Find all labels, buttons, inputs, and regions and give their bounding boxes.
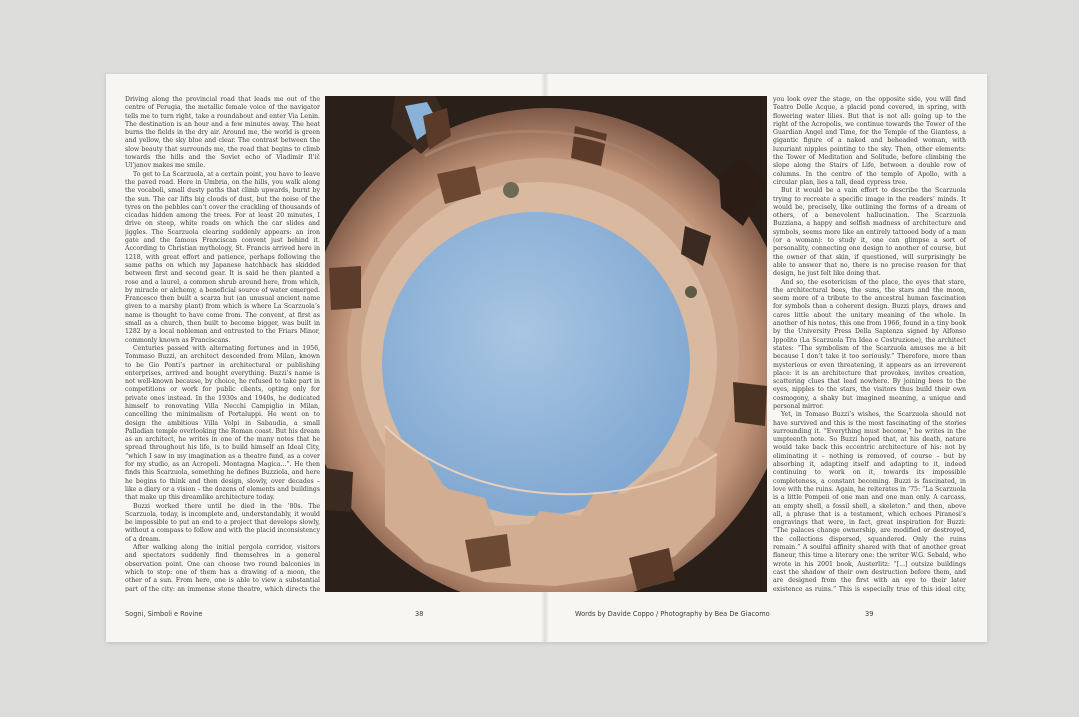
- tower-photograph: [325, 96, 767, 592]
- paragraph: Centuries passed with alternating fortunes and in 1956, Tommaso Buzzi, an architect descended from Milan, known to be Gio Ponti’s partner in architectural or publishing enterprises, arrived and bought everything. Buzzi’s name is not well-known because, by choice, he refused to take part in competitions or work for public clients, opting only for private ones instead. In the 1930s and 1940s, he dedicated himself to renovating Villa Necchi Campiglio in Milan, cancelling the minimalism of Portaluppi. He went on to design the ambitious Villa Volpi in Sabaudia, a small Palladian temple overlooking the Roman coast. But his dream as an architect, he writes in one of the many notes that he spread throughout his life, is to build himself an Ideal City, “which I saw in my imagination as a theatre fund, as a cover for my studio, as an Acropoli. Montagna Magica...”. He then finds this Scarzuola, something he defines Buzziola, and here he begins to think and then design, slowly, over decades – like a diary or a vision – the dozens of elements and buildings that make up this dreamlike architecture today.: [125, 344, 320, 502]
- paragraph: To get to La Scarzuola, at a certain point, you have to leave the paved road. Here in Umbria, on the hills, you walk along the vocaboli, small dusty paths that climb upwards, burnt by the sun. The car lifts big clouds of dust, but the noise of the tyres on the pebbles can’t cover the crackling of thousands of cicadas hidden among the trees. For at least 20 minutes, I drive on steep, white roads on which the car slides and jiggles. The Scarzuola clearing suddenly appears: an iron gate and the famous Franciscan convent just behind it. According to Christian mythology, St. Francis arrived here in 1218, with great effort and patience, perhaps following the same paths on which my Japanese hatchback has skidded between first and second gear. It is said he then planted a rose and a laurel, a common shrub around here, from which, by miracle or alchemy, a beneficial source of water emerged. Francesco then built a scarza hut (an unusual ancient name given to a marshy plant) from which is where La Scarzuola’s name is thought to have come from. The convent, at first as small as a church, then built to become bigger, was built in 1282 by a local nobleman and entrusted to the Friars Minor, commonly known as Franciscans.: [125, 170, 320, 344]
- credits-line: Words by Davide Coppo / Photography by Bea De Giacomo: [575, 610, 770, 618]
- paragraph: Driving along the provincial road that leads me out of the centre of Perugia, the metallic female voice of the navigator tells me to turn right, take a roundabout and enter Via Lenin. The destination is an hour and a few minutes away. The heat burns the fields in the dry air. Around me, the world is green and yellow, the sky blue and clear. The contrast between the slow beauty that surrounds me, the road that begins to climb towards the hills and the Soviet echo of Vladimir Il’ič Ul’janov makes me smile.: [125, 96, 320, 170]
- paragraph: Buzzi worked there until he died in the ’80s. The Scarzuola, today, is incomplete and, understandably, it would be impossible to put an end to a project that develops slowly, without a compass to follow and with the placid inconsistency of a dream.: [125, 502, 320, 543]
- looking-up-tower-icon: [325, 96, 767, 592]
- running-title: Sogni, Simboli e Rovine: [125, 610, 203, 618]
- paragraph: Yet, in Tomaso Buzzi’s wishes, the Scarzuola should not have survived and this is the most fascinating of the stories surrounding it. “Everything must become,” he writes in the umpteenth note. So Buzzi hoped that, at his death, nature would take back this eccentric architecture of his: not by eliminating it – nothing is removed, of course – but by absorbing it, adapting itself and adapting to it, indeed continuing to work on it, towards its impossible completeness, a constant becoming. Buzzi is fascinated, in love with the ruins. Again, he reiterates in ’75: “La Scarzuola is a little Pompeii of one man and one man only. A carcass, an empty shell, a fossil shell, a skeleton.” and then, above all, a phrase that is a testament, which echoes Piranesi’s engravings that were, in fact, great inspiration for Buzzi: “The palaces change ownership, are modified or destroyed, the collections dispersed, squandered. Only the ruins remain.” A soulful affinity shared with that of another great flaneur, this time a literary one: the writer W.G. Sebald, who wrote in his 2001 book, Austerlitz: “[...] outsize buildings cast the shadow of their own destruction before them, and are designed from the first with an eye to their later existence as ruins.” This is especially true of this ideal city,: [773, 411, 966, 592]
- paragraph: After walking along the initial pergola corridor, visitors and spectators suddenly find themselves in a general observation point. One can choose two round balconies in which to stop: one of them has a drawing of a moon, the other of a sun. From here, one is able to view a substantial part of the city: an immense stone theatre, which directs the: [125, 544, 320, 592]
- right-text-column: [773, 96, 966, 592]
- left-text-column: [125, 96, 320, 592]
- paragraph: you look over the stage, on the opposite side, you will find Teatro Delle Acque, a placid pond covered, in spring, with flowering water lilies. But that is not all: going up to the right of the Acropolis, we continue towards the Tower of the Guardian Angel and Time, for the Temple of the Giantess, a gigantic figure of a naked and beheaded woman, with luxuriant nipples pointing to the sky. Then, other elements: the Tower of Meditation and Solitude, before climbing the slope along the Stairs of Life, between a double row of columns. In the centre of the temple of Apollo, with a circular plan, lies a tall, dead cypress tree.: [773, 96, 966, 186]
- page-number-left: 38: [415, 610, 424, 618]
- page-number-right: 39: [865, 610, 874, 618]
- paragraph: And so, the esotericism of the place, the eyes that stare, the architectural bees, the suns, the stars and the moon, seem more of a tribute to the ancestral human fascination for symbols than a coherent design. Buzzi plays, draws and cares little about the unitary meaning of the whole. In another of his notes, this one from 1966, found in a tiny book by the University Press Della Sapienza signed by Alfonso Ippolito (La Scarzuola Tra Idea e Costruzione), the architect states: “The symbolism of the Scarzuola amuses me a bit because I don’t take it too seriously.” Therefore, more than mysterious or even threatening, it appears as an irreverent place: it is an architecture that provokes, invites creation, scattering clues that lead nowhere. By joining bees to the eyes, nipples to the stars, the visitors thus build their own cosmogony, a shaky but imagined meaning, a unique and personal mirror.: [773, 278, 966, 410]
- paragraph: But it would be a vain effort to describe the Scarzuola trying to recreate a specific image in the readers’ minds. It would be, precisely, like outlining the forms of a dream of others, of a benevolent hallucination. The Scarzuola Buzziana, a happy and selfish madness of architecture and symbols, seems more like an entirely tattooed body of a man (or a woman): to study it, one can glimpse a sort of personality, connecting one design to another of course, but the owner of that skin, if questioned, will surprisingly be able to answer that no, there is no precise reason for that design, he just felt like doing that.: [773, 187, 966, 278]
